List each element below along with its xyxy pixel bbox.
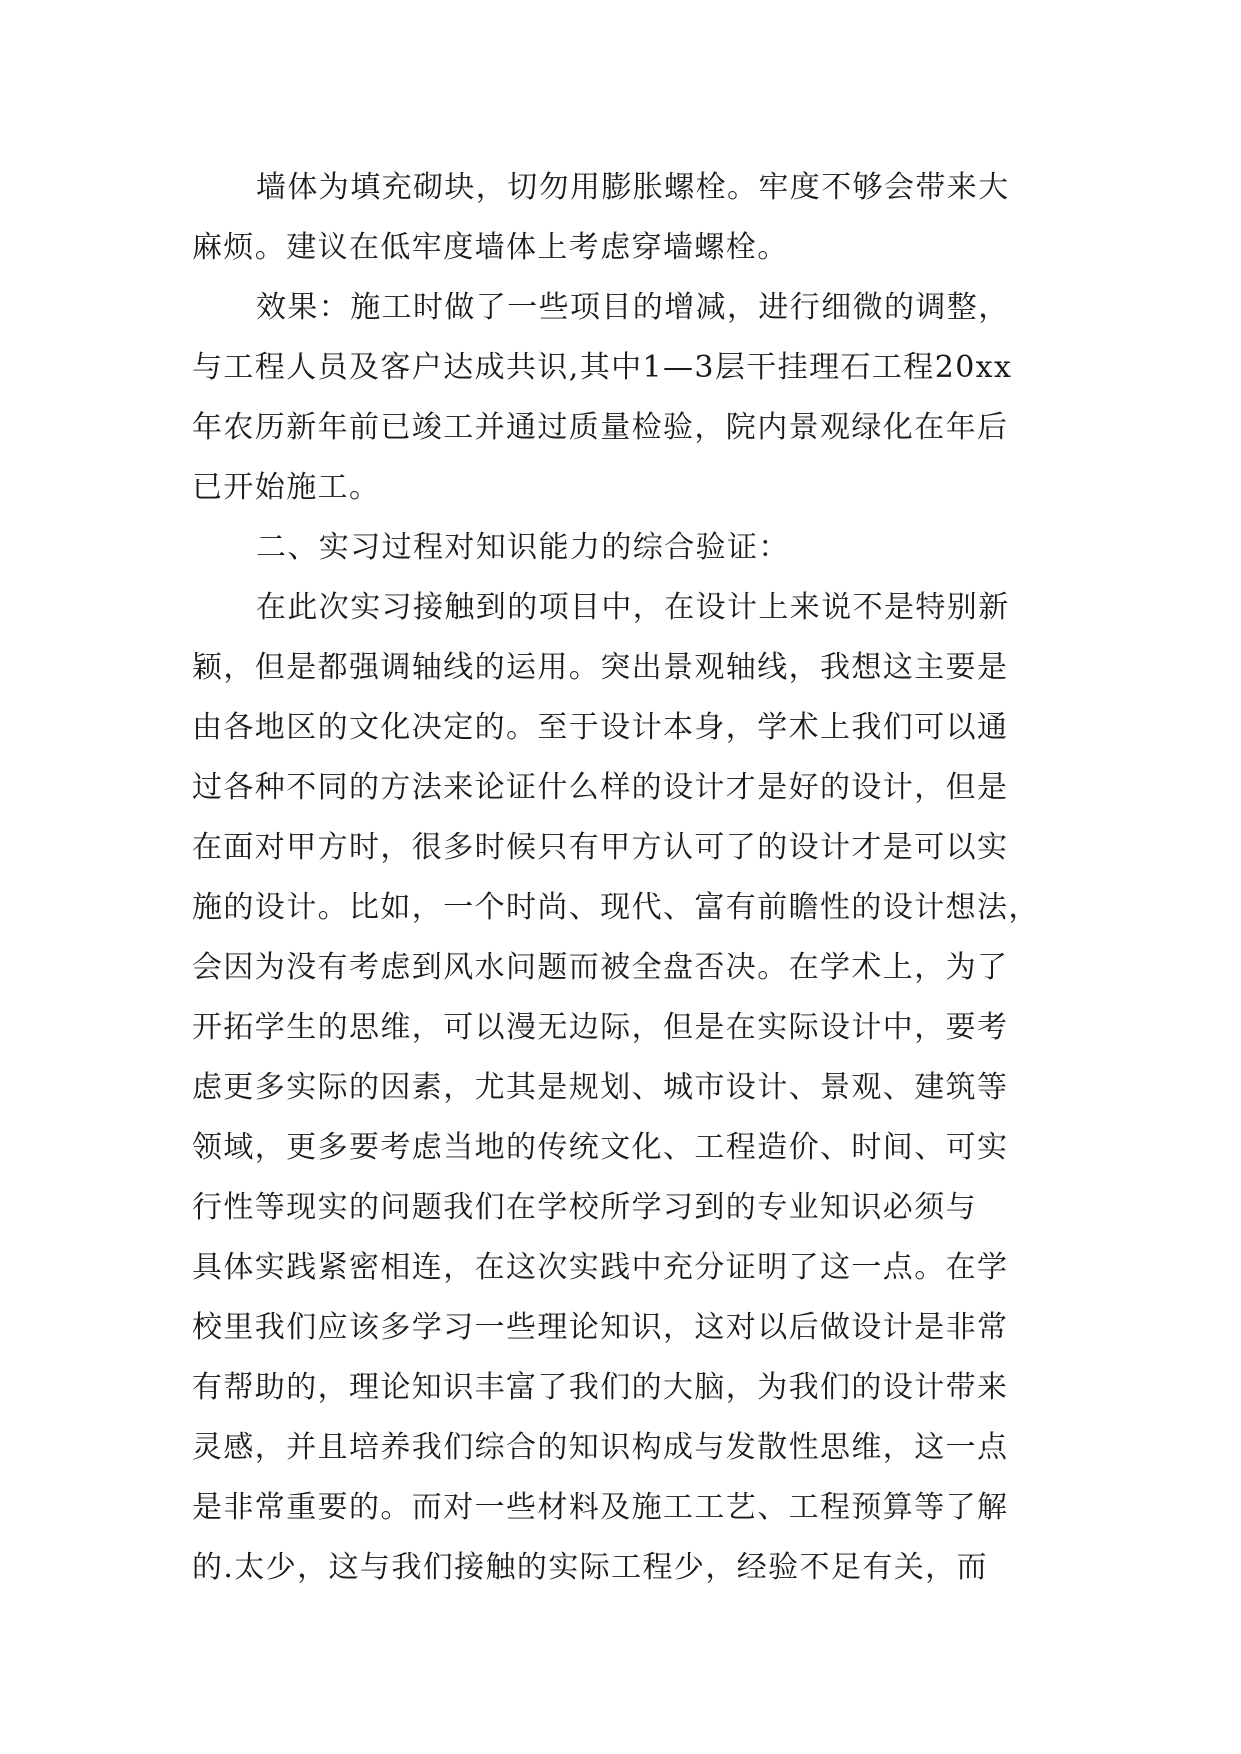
text-line: 的.太少，这与我们接触的实际工程少，经验不足有关，而 [192, 1550, 988, 1585]
section-heading: 二、实习过程对知识能力的综合验证： [256, 530, 790, 565]
text-line: 与工程人员及客户达成共识,其中1—3层干挂理石工程20xx [192, 350, 1013, 385]
text-line: 已开始施工。 [192, 470, 381, 505]
document-body [192, 158, 1060, 1598]
text-line: 效果：施工时做了一些项目的增减，进行细微的调整， [256, 290, 1010, 325]
text-line: 在面对甲方时，很多时候只有甲方认可了的设计才是可以实 [192, 830, 1009, 865]
text-line: 校里我们应该多学习一些理论知识，这对以后做设计是非常 [192, 1310, 1009, 1345]
text-line: 施的设计。比如，一个时尚、现代、富有前瞻性的设计想法， [192, 890, 1040, 925]
text-line: 在此次实习接触到的项目中，在设计上来说不是特别新 [256, 590, 1010, 625]
text-line: 会因为没有考虑到风水问题而被全盘否决。在学术上，为了 [192, 950, 1009, 985]
text-line: 开拓学生的思维，可以漫无边际，但是在实际设计中，要考 [192, 1010, 1009, 1045]
text-line: 行性等现实的问题我们在学校所学习到的专业知识必须与 [192, 1190, 977, 1225]
text-line: 墙体为填充砌块，切勿用膨胀螺栓。牢度不够会带来大 [256, 170, 1010, 205]
text-line: 有帮助的，理论知识丰富了我们的大脑，为我们的设计带来 [192, 1370, 1009, 1405]
text-line: 麻烦。建议在低牢度墙体上考虑穿墙螺栓。 [192, 230, 789, 265]
text-line: 是非常重要的。而对一些材料及施工工艺、工程预算等了解 [192, 1490, 1009, 1525]
text-line: 具体实践紧密相连，在这次实践中充分证明了这一点。在学 [192, 1250, 1009, 1285]
text-line: 年农历新年前已竣工并通过质量检验，院内景观绿化在年后 [192, 410, 1009, 445]
text-line: 虑更多实际的因素，尤其是规划、城市设计、景观、建筑等 [192, 1070, 1009, 1105]
text-line: 领域，更多要考虑当地的传统文化、工程造价、时间、可实 [192, 1130, 1009, 1165]
text-line: 灵感，并且培养我们综合的知识构成与发散性思维，这一点 [192, 1430, 1009, 1465]
text-line: 由各地区的文化决定的。至于设计本身，学术上我们可以通 [192, 710, 1009, 745]
text-line: 过各种不同的方法来论证什么样的设计才是好的设计，但是 [192, 770, 1009, 805]
text-line: 颖，但是都强调轴线的运用。突出景观轴线，我想这主要是 [192, 650, 1009, 685]
